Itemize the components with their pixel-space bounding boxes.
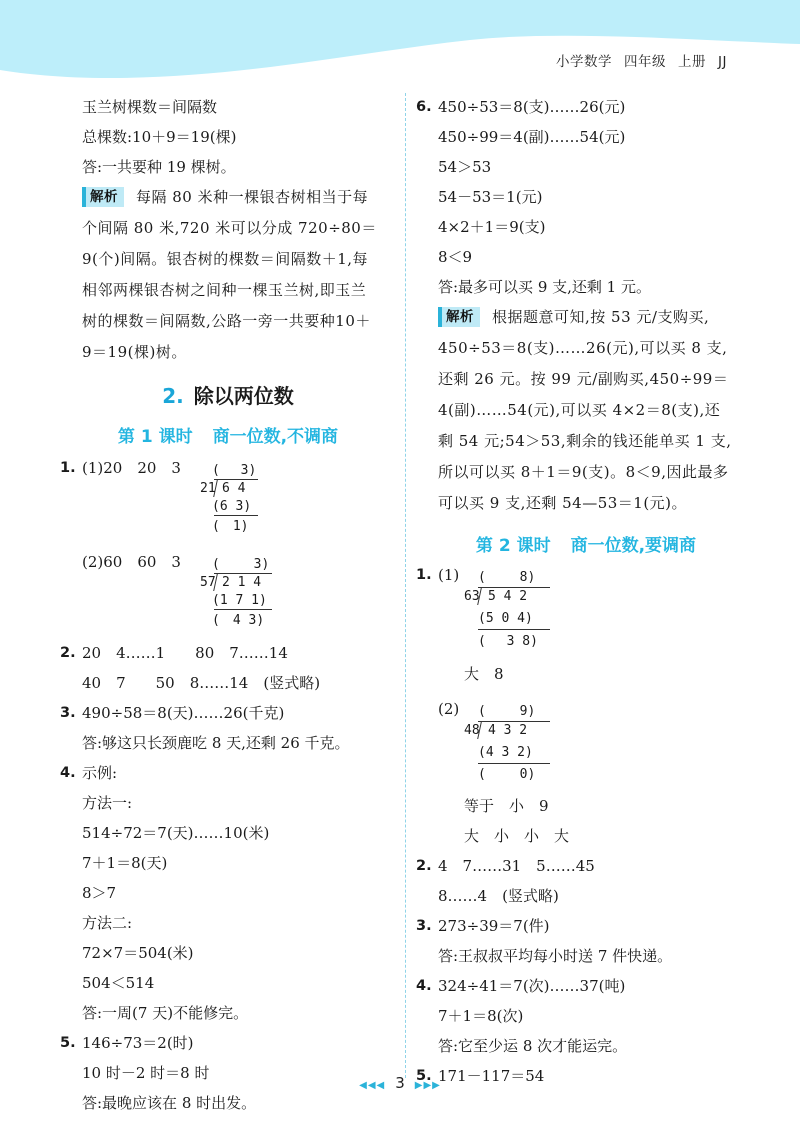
answer-line: 146÷73＝2(时): [82, 1034, 194, 1052]
answer-line: 54－53＝1(元): [438, 188, 543, 206]
question-4: [416, 971, 756, 1061]
answer-line: 450÷53＝8(支)……26(元): [438, 98, 626, 116]
analysis-line: 9(个)间隔。银杏树的棵数＝间隔数＋1,每: [82, 250, 369, 268]
answer-line: 总棵数:10＋9＝19(棵): [82, 128, 237, 146]
lesson-title: [60, 420, 396, 454]
sub-label: (1): [438, 566, 460, 584]
answer-line: 324÷41＝7(次)……37(吨): [438, 977, 626, 995]
question-number: 4.: [60, 765, 76, 781]
analysis-line: 可以买 9 支,还剩 54—53＝1(元)。: [438, 494, 688, 512]
divisor: 63: [464, 589, 480, 604]
answer-line: 等于 小 9: [464, 797, 549, 815]
header-subject: 小学数学: [556, 54, 612, 70]
answer-line: 72×7＝504(米): [82, 944, 194, 962]
answer-line: 4 7……31 5……45: [438, 857, 595, 875]
lesson-topic: 商一位数,要调商: [570, 536, 697, 556]
analysis-line: 剩 54 元;54＞53,剩余的钱还能单买 1 支,: [438, 432, 732, 450]
question-1: [416, 563, 756, 851]
column-divider: [405, 93, 406, 1078]
header-edition: JJ: [718, 54, 727, 70]
answer-line: 20 4……1 80 7……14: [82, 644, 288, 662]
product: 4 3 2: [485, 745, 525, 760]
answer-line: 答:最晚应该在 8 时出发。: [82, 1094, 257, 1112]
question-2: [416, 851, 756, 911]
long-division: ( 3) 57 2 1 4 (1 7 1) ( 4 3): [200, 576, 396, 636]
left-column: [60, 92, 396, 1118]
answer-line: 40 7 50 8……14 (竖式略): [82, 674, 321, 692]
section-title: [60, 372, 396, 420]
page-number: 3: [395, 1074, 405, 1092]
header-grade: 四年级: [624, 54, 666, 70]
lesson-name: 第 1 课时: [117, 427, 193, 447]
analysis-block: [416, 302, 756, 519]
answer-line: 答:它至少运 8 次才能运完。: [438, 1037, 628, 1055]
question-5: [60, 1028, 396, 1118]
answer-line: 大 小 小 大: [464, 827, 570, 845]
remainder: 3 8: [506, 634, 531, 649]
dividend: 6 4: [222, 481, 246, 496]
long-division: ( 8) 63 5 4 2 (5 0 4) ( 3 8): [438, 587, 756, 655]
answer-line: 7＋1＝8(天): [82, 854, 168, 872]
right-column: [416, 92, 756, 1091]
section-number: 2.: [162, 384, 184, 408]
answer-line: 10 时－2 时＝8 时: [82, 1064, 210, 1082]
answer-line: 8……4 (竖式略): [438, 887, 559, 905]
answer-line: 示例:: [82, 764, 118, 782]
question-2: [60, 638, 396, 698]
remainder: 4 3: [232, 613, 257, 628]
analysis-tag: 解析: [82, 187, 124, 207]
quotient: 3: [253, 557, 262, 572]
answer-line: 答:一周(7 天)不能修完。: [82, 1004, 249, 1022]
right-arrows-icon: ▶▶▶: [414, 1080, 441, 1091]
divisor: 48: [464, 723, 480, 738]
dividend: 4 3 2: [488, 723, 528, 738]
answer-line: 8＞7: [82, 884, 117, 902]
question-3: [60, 698, 396, 758]
question-number: 2.: [416, 858, 432, 874]
answer-line: 答:最多可以买 9 支,还剩 1 元。: [438, 278, 651, 296]
long-division: ( 9) 48 4 3 2 (4 3 2) ( 0): [438, 723, 756, 783]
question-number: 4.: [416, 978, 432, 994]
question-number: 5.: [416, 1068, 432, 1084]
analysis-line: 所以可以买 8＋1＝9(支)。8＜9,因此最多: [438, 463, 729, 481]
question-6: [416, 92, 756, 302]
analysis-line: 树的棵数＝间隔数,公路一旁一共要种10＋: [82, 312, 371, 330]
answer-line: (1)20 20 3: [82, 459, 181, 477]
header-volume: 上册: [678, 54, 706, 70]
quotient: 3: [240, 463, 249, 478]
answer-line: 大 8: [464, 665, 504, 683]
analysis-line: 每隔 80 米种一棵银杏树相当于每: [136, 188, 369, 206]
product: 1 7 1: [219, 593, 259, 608]
product: 6 3: [219, 499, 244, 514]
analysis-line: 9＝19(棵)树。: [82, 343, 187, 361]
quotient: 8: [519, 570, 528, 585]
answer-line: 7＋1＝8(次): [438, 1007, 524, 1025]
dividend: 5 4 2: [488, 589, 528, 604]
left-arrows-icon: ◀◀◀: [359, 1080, 386, 1091]
analysis-line: 个间隔 80 米,720 米可以分成 720÷80＝: [82, 219, 377, 237]
answer-line: 答:够这只长颈鹿吃 8 天,还剩 26 千克。: [82, 734, 350, 752]
page-footer: [0, 1074, 800, 1092]
divisor: 57: [200, 575, 216, 590]
question-number: 3.: [416, 918, 432, 934]
answer-line: 答:王叔叔平均每小时送 7 件快递。: [438, 947, 673, 965]
remainder: 0: [519, 767, 528, 782]
answer-line: 方法二:: [82, 914, 133, 932]
divisor: 21: [200, 481, 216, 496]
answer-line: 54＞53: [438, 158, 492, 176]
question-number: 1.: [60, 460, 76, 476]
question-number: 2.: [60, 645, 76, 661]
answer-line: 答:一共要种 19 棵树。: [82, 158, 236, 176]
answer-line: 450÷99＝4(副)……54(元): [438, 128, 626, 146]
sub-label: (2): [438, 700, 460, 718]
product: 5 0 4: [485, 611, 525, 626]
header-info: [556, 50, 727, 70]
lesson-title: [416, 529, 756, 563]
answer-line: 273÷39＝7(件): [438, 917, 550, 935]
answer-line: 171－117＝54: [438, 1067, 545, 1085]
question-4: [60, 758, 396, 1028]
lesson-topic: 商一位数,不调商: [212, 427, 339, 447]
question-number: 1.: [416, 567, 432, 583]
long-division: ( 3) 21 6 4 (6 3) ( 1): [200, 463, 257, 534]
answer-line: 514÷72＝7(天)……10(米): [82, 824, 270, 842]
question-number: 5.: [60, 1035, 76, 1051]
answer-line: 玉兰树棵数＝间隔数: [82, 98, 218, 116]
analysis-line: 450÷53＝8(支)……26(元),可以买 8 支,: [438, 339, 728, 357]
question-1: [60, 454, 396, 636]
answer-line: 8＜9: [438, 248, 473, 266]
section-name: 除以两位数: [193, 384, 294, 408]
lesson-name: 第 2 课时: [475, 536, 551, 556]
analysis-block: [60, 182, 396, 368]
analysis-line: 4(副)……54(元),可以买 4×2＝8(支),还: [438, 401, 721, 419]
remainder: 1: [232, 519, 241, 534]
analysis-tag: 解析: [438, 307, 480, 327]
analysis-line: 相邻两棵银杏树之间种一棵玉兰树,即玉兰: [82, 281, 367, 299]
analysis-line: 根据题意可知,按 53 元/支购买,: [492, 308, 710, 326]
answer-line: 490÷58＝8(天)……26(千克): [82, 704, 285, 722]
question-3: [416, 911, 756, 971]
answer-line: 504＜514: [82, 974, 155, 992]
analysis-line: 还剩 26 元。按 99 元/副购买,450÷99＝: [438, 370, 729, 388]
answer-line: (2)60 60 3: [82, 553, 181, 571]
question-number: 3.: [60, 705, 76, 721]
quotient: 9: [519, 704, 528, 719]
question-number: 6.: [416, 99, 432, 115]
answer-line: 方法一:: [82, 794, 133, 812]
answer-line: 4×2＋1＝9(支): [438, 218, 546, 236]
dividend: 2 1 4: [222, 575, 262, 590]
